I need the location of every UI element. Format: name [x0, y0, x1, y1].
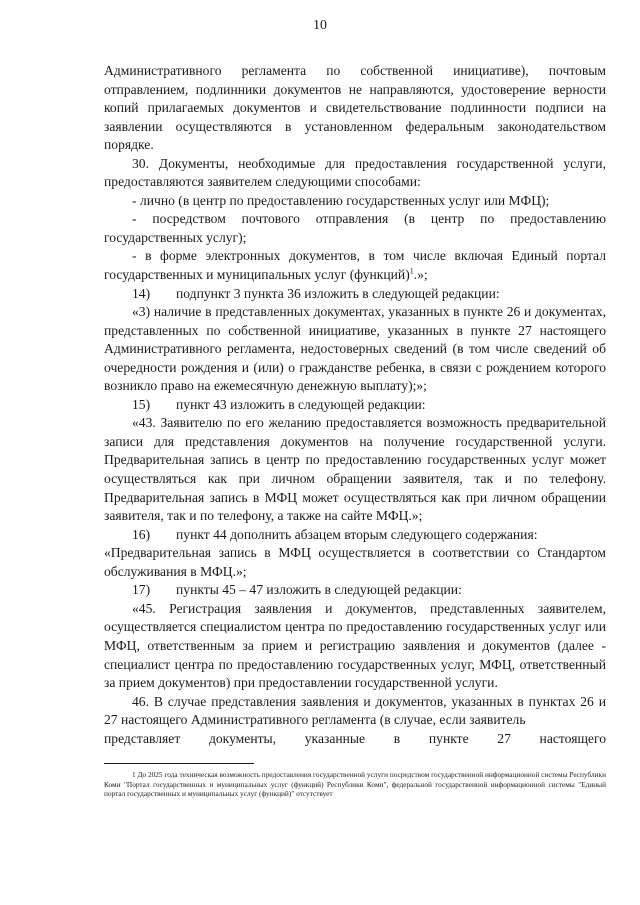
- item-number: 17): [132, 582, 151, 598]
- footnote-reference: 1: [409, 266, 414, 276]
- paragraph-30: 30. Документы, необходимые для предоставления государственной услуги, предоставляются заявителем следующими способами:: [104, 155, 606, 190]
- list-item-in-person: - лично (в центр по предоставлению государственных услуг или МФЦ);: [132, 192, 550, 208]
- point-44-addition: «Предварительная запись в МФЦ осуществляется в соответствии со Стандартом обслуживания в МФЦ.»;: [104, 545, 606, 579]
- amendment-15: [104, 396, 606, 415]
- document-body: [104, 62, 606, 748]
- footnote-separator: [104, 763, 254, 764]
- point-45-text: «45. Регистрация заявления и документов, представленных заявителем, осуществляется специалистом центра по предоставлению государственных услуг или МФЦ, ответственным за прием и регистрацию заявления и документов (далее - специалист центра по предоставлению государственных услуг, МФЦ, ответственный за прием документов) при предоставлении государственной услуги.: [104, 600, 606, 691]
- item-text: пункт 43 изложить в следующей редакции:: [176, 396, 426, 412]
- list-item-electronic: [104, 247, 606, 284]
- item-number: 16): [132, 526, 151, 542]
- point-43-text: «43. Заявителю по его желанию предоставляется возможность предварительной записи для представления документов на получение государственной услуги. Предварительная запись в центр по предоставлению государственных услуг может осуществляться как при личном обращении заявителя, так и по телефону. Предварительная запись в МФЦ может осуществляться как при личном обращении заявителя, так и по телефону, а также на сайте МФЦ.»;: [104, 415, 606, 524]
- point-46-text: 46. В случае представления заявления и документов, указанных в пунктах 26 и 27 настоящего Административного регламента (в случае, если заявитель: [104, 693, 606, 728]
- item-text: подпункт 3 пункта 36 изложить в следующей редакции:: [176, 285, 500, 301]
- page-number: 10: [313, 18, 327, 33]
- amendment-14: [104, 285, 606, 304]
- item-number: 15): [132, 396, 151, 412]
- list-item-post: - посредством почтового отправления (в центр по предоставлению государственных услуг);: [104, 211, 606, 245]
- point-46-last-line: представляет документы, указанные в пункте 27 настоящего: [104, 730, 606, 746]
- footnote: [104, 770, 606, 799]
- item-text: пункты 45 – 47 изложить в следующей редакции:: [176, 582, 462, 598]
- amendment-17: [104, 581, 606, 600]
- electronic-tail: .»;: [413, 267, 428, 283]
- footnote-text: 1 До 2025 года техническая возможность предоставления государственной услуги посредством государственной информационной системы Республики Коми "Портал государственных и муниципальных услуг (функций) Республики Коми", федеральной государственной информационной системы "Единый портал государственных и муниципальных услуг (функций)" отсутствует: [104, 770, 606, 799]
- item-text: пункт 44 дополнить абзацем вторым следующего содержания:: [176, 526, 538, 542]
- item-number: 14): [132, 285, 151, 301]
- subpoint-3-text: «3) наличие в представленных документах, указанных в пункте 26 и документах, представленных по собственной инициативе, указанных в пункте 27 настоящего Административного регламента, недостоверных сведений (в том числе сведений об очередности рождения и (или) о гражданстве ребенка, в связи с рождением которого возникло право на ежемесячную денежную выплату);»;: [104, 304, 606, 394]
- amendment-16: [104, 526, 606, 545]
- paragraph-continuation: Административного регламента по собственной инициативе), почтовым отправлением, подлинники документов не направляются, удостоверение верности копий прилагаемых документов и свидетельствование подлинности подписи на заявлении осуществляются в установленном федеральным законодательством порядке.: [104, 63, 606, 153]
- electronic-text: - в форме электронных документов, в том числе включая Единый портал государственных и муниципальных услуг (функций): [104, 248, 606, 283]
